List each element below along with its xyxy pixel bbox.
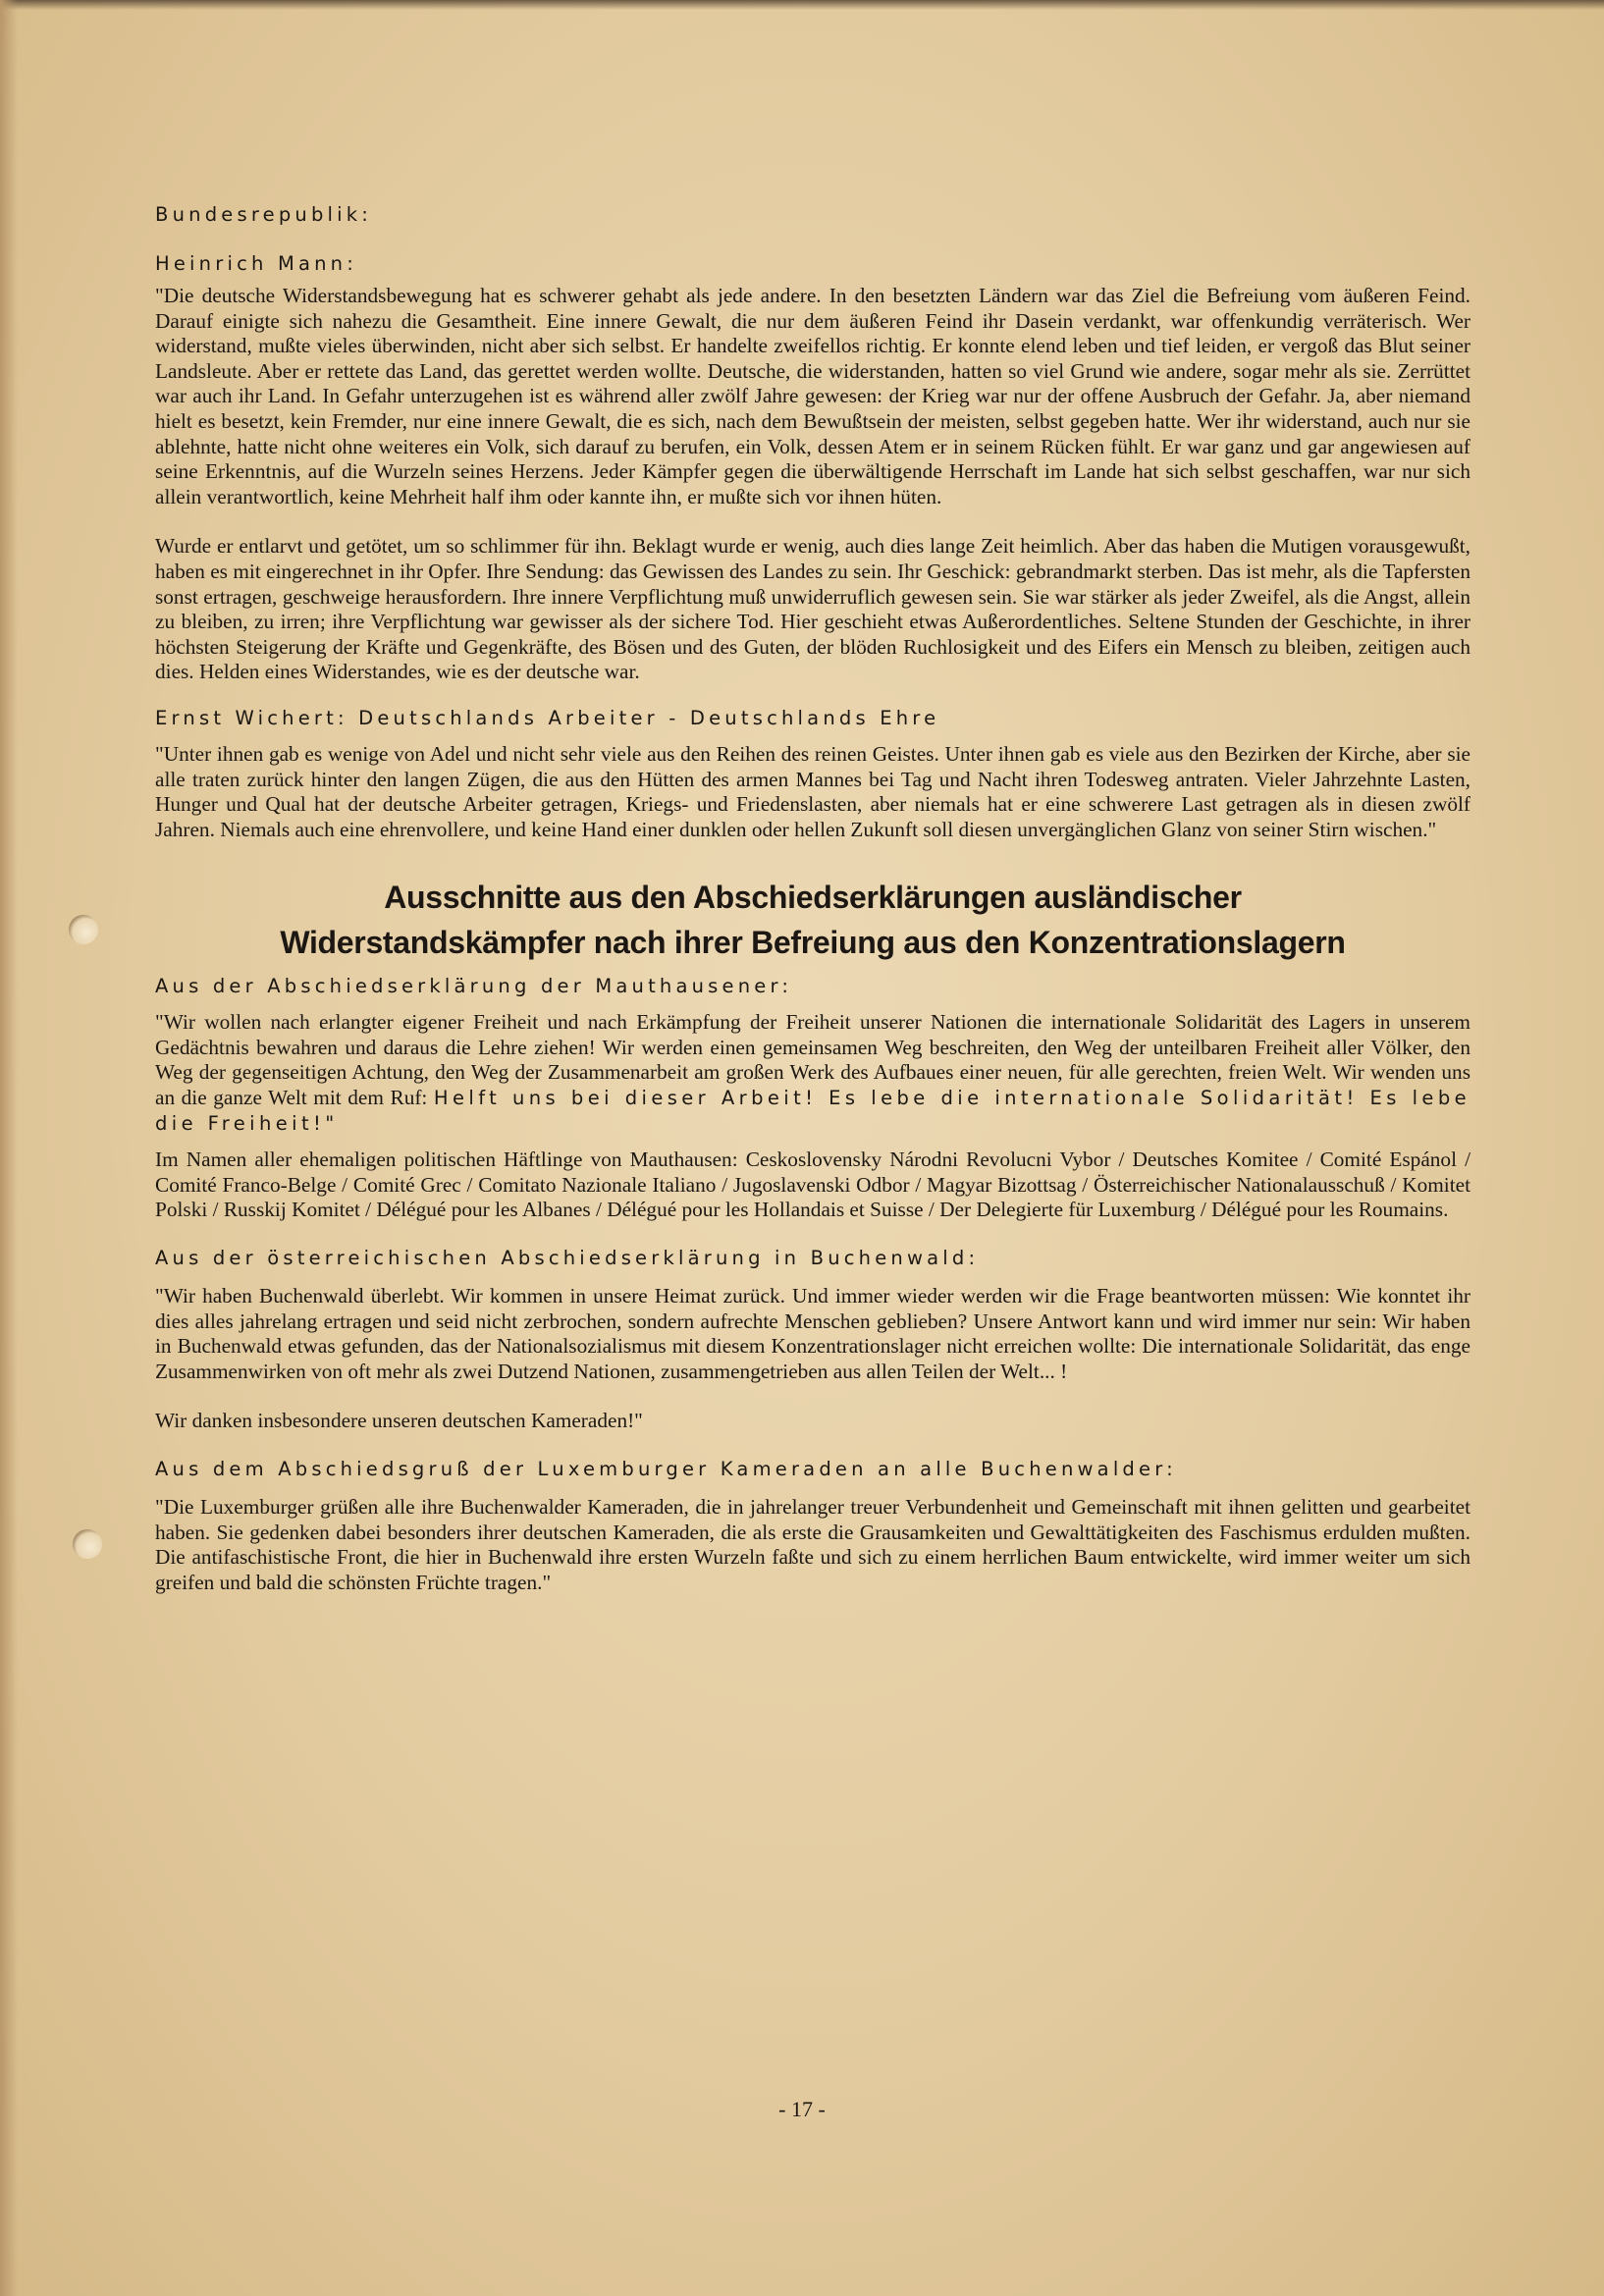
section-heading-line-1: Ausschnitte aus den Abschiedserklärungen ausländischer xyxy=(384,880,1242,916)
quote-paragraph-luxemburg: "Die Luxemburger grüßen alle ihre Buchenwalder Kameraden, die in jahrelanger treuer Verbundenheit und Gemeinschaft mit ihnen gelitten und gearbeitet haben. Sie gedenken dabei besonders ihrer deutschen Kameraden, die als erste die Grausamkeiten und Gewalttätigkeiten des Faschismus erdulden mußten. Die antifaschistische Front, die hier in Buchenwald ihre ersten Wurzeln faßte und sich zu einem herrlichen Baum entwickelte, wird immer weiter um sich greifen und bald die schönsten Früchte tragen." xyxy=(155,1495,1470,1594)
punch-hole-top xyxy=(69,915,98,944)
quote-paragraph-wichert: "Unter ihnen gab es wenige von Adel und nicht sehr viele aus den Reihen des reinen Geistes. Unter ihnen gab es viele aus den Bezirken der Kirche, aber sie alle traten zurück hinter den langen Zügen, die aus den Hütten des armen Mannes bei Tag und Nacht ihren Todesweg antraten. Vieler Jahrzehnte Lasten, Hunger und Qual hat der deutsche Arbeiter getragen, Kriegs- und Friedenslasten, aber niemals hat er eine schwerere Last getragen als in diesen zwölf Jahren. Niemals auch eine ehrenvollere, und keine Hand einer dunklen oder hellen Zukunft soll diesen unvergänglichen Glanz von seiner Stirn wischen." xyxy=(155,741,1470,841)
author-label-heinrich-mann: Heinrich Mann: xyxy=(155,252,358,275)
page-number: - 17 - xyxy=(778,2097,826,2121)
committee-list-mauthausen: Im Namen aller ehemaligen politischen Häftlinge von Mauthausen: Ceskoslovensky Národni Revolucni Vybor / Deutsches Komitee / Comité Espánol / Comité Franco-Belge / Comité Grec / Comitato Nazionale Italiano / Jugoslavenski Odbor / Magyar Bizottsag / Österreichischer Nationalausschuß / Komitet Polski / Russkij Komitet / Délégué pour les Albanes / Délégué pour les Hollandais et Suisse / Der Delegierte für Luxemburg / Délégué pour les Roumains. xyxy=(155,1148,1470,1222)
quote-mauthausen-text: "Wir wollen nach erlangter eigener Freiheit und nach Erkämpfung der Freiheit unserer Nationen die internationale Solidarität des Lagers in unserem Gedächtnis bewahren und daraus die Lehre ziehen! Wir werden einen gemeinsamen Weg beschreiten, den Weg der unteilbaren Freiheit aller Völker, den Weg der gegenseitigen Achtung, den Weg der Zusammenarbeit am großen Werk des Aufbaues einer neuen, für alle gerechten, freien Welt. Wir wenden uns an die ganze Welt mit dem Ruf: xyxy=(155,1010,1470,1110)
quote-paragraph-buchenwald: "Wir haben Buchenwald überlebt. Wir kommen in unsere Heimat zurück. Und immer wieder werden wir die Frage beantworten müssen: Wie konntet ihr dies alles jahrelang ertragen und seid nicht zerbrochen, sondern aufrechte Menschen geblieben? Unsere Antwort kann und wird immer nur sein: Wir haben in Buchenwald etwas gefunden, das der Nationalsozialismus mit diesem Konzentrationslager nicht erreichen wollte: Die internationale Solidarität, das enge Zusammenwirken von oft mehr als zwei Dutzend Nationen, zusammengetrieben aus allen Teilen der Welt... ! xyxy=(155,1284,1470,1383)
quote-buchenwald-thanks: Wir danken insbesondere unseren deutschen Kameraden!" xyxy=(155,1409,643,1433)
punch-hole-bottom xyxy=(73,1529,102,1559)
page-edge-shadow xyxy=(0,0,1604,10)
section-label-bundesrepublik: Bundesrepublik: xyxy=(155,203,373,226)
source-label-luxemburg: Aus dem Abschiedsgruß der Luxemburger Kameraden an alle Buchenwalder: xyxy=(155,1458,1177,1480)
quote-paragraph-mann-2: Wurde er entlarvt und getötet, um so schlimmer für ihn. Beklagt wurde er wenig, auch dies lange Zeit heimlich. Aber das haben die Mutigen vorausgewußt, haben es mit eingerechnet in ihr Opfer. Ihre Sendung: das Gewissen des Landes zu sein. Ihr Geschick: gebrandmarkt sterben. Das ist mehr, als die Tapfersten sonst ertragen, geschweige herausfordern. Ihre innere Verpflichtung muß unwiderruflich gewesen sein. Sie war stärker als jeder Zweifel, als die Angst, allein zu bleiben, zu irren; ihre Verpflichtung war gewisser als der sichere Tod. Hier geschieht etwas Außerordentliches. Seltene Stunden der Geschichte, in ihrer höchsten Steigerung der Kräfte und Gegenkräfte, des Bösen und des Guten, der blöden Ruchlosigkeit und des Eifers ein Mensch zu bleiben, zeitigen auch dies. Helden eines Widerstandes, wie es der deutsche war. xyxy=(155,534,1470,684)
page-content xyxy=(155,201,1470,1595)
section-heading-line-2: Widerstandskämpfer nach ihrer Befreiung aus den Konzentrationslagern xyxy=(280,925,1346,961)
source-label-mauthausen: Aus der Abschiedserklärung der Mauthausener: xyxy=(155,975,793,998)
quote-paragraph-mauthausen xyxy=(155,1010,1470,1136)
binding-shadow xyxy=(0,0,18,2296)
source-label-buchenwald: Aus der österreichischen Abschiedserklärung in Buchenwald: xyxy=(155,1247,980,1270)
quote-paragraph-mann-1: "Die deutsche Widerstandsbewegung hat es schwerer gehabt als jede andere. In den besetzten Ländern war das Ziel die Befreiung vom äußeren Feind. Darauf einigte sich nahezu die Gesamtheit. Eine innere Gewalt, die nur dem äußeren Feind ihr Dasein verdankt, war offenkundig verräterisch. Wer widerstand, mußte vieles überwinden, nicht aber sich selbst. Er handelte zweifellos richtig. Er konnte elend leben und tief leiden, er vergoß das Blut seiner Landsleute. Aber er rettete das Land, das gerettet werden wollte. Deutsche, die widerstanden, hatten so viel Grund wie andere, sogar mehr als sie. Zerrüttet war auch ihr Land. In Gefahr unterzugehen ist es während aller zwölf Jahre gewesen: der Krieg war nur der offene Ausbruch der Gefahr. Ja, aber niemand hielt es besetzt, kein Fremder, nur eine innere Gewalt, die es sich, nach dem Bewußtsein der meisten, selbst gegeben hatte. Wer ihr widerstand, auch nur sie ablehnte, hatte nicht ohne weiteres ein Volk, sich darauf zu berufen, ein Volk, dessen Atem er in seinem Rücken fühlt. Er war ganz und gar angewiesen auf seine Erkenntnis, auf die Wurzeln seines Herzens. Jeder Kämpfer gegen die überwältigende Herrschaft im Lande hat sich selbst geschaffen, war nur sich allein verantwortlich, keine Mehrheit half ihm oder kannte ihn, er mußte sich vor ihnen hüten. xyxy=(155,284,1470,508)
quote-mauthausen-spaced-call: Helft uns bei dieser Arbeit! Es lebe die internationale Solidarität! Es lebe die Freiheit!" xyxy=(155,1087,1470,1135)
author-label-ernst-wichert: Ernst Wichert: Deutschlands Arbeiter - Deutschlands Ehre xyxy=(155,706,940,729)
